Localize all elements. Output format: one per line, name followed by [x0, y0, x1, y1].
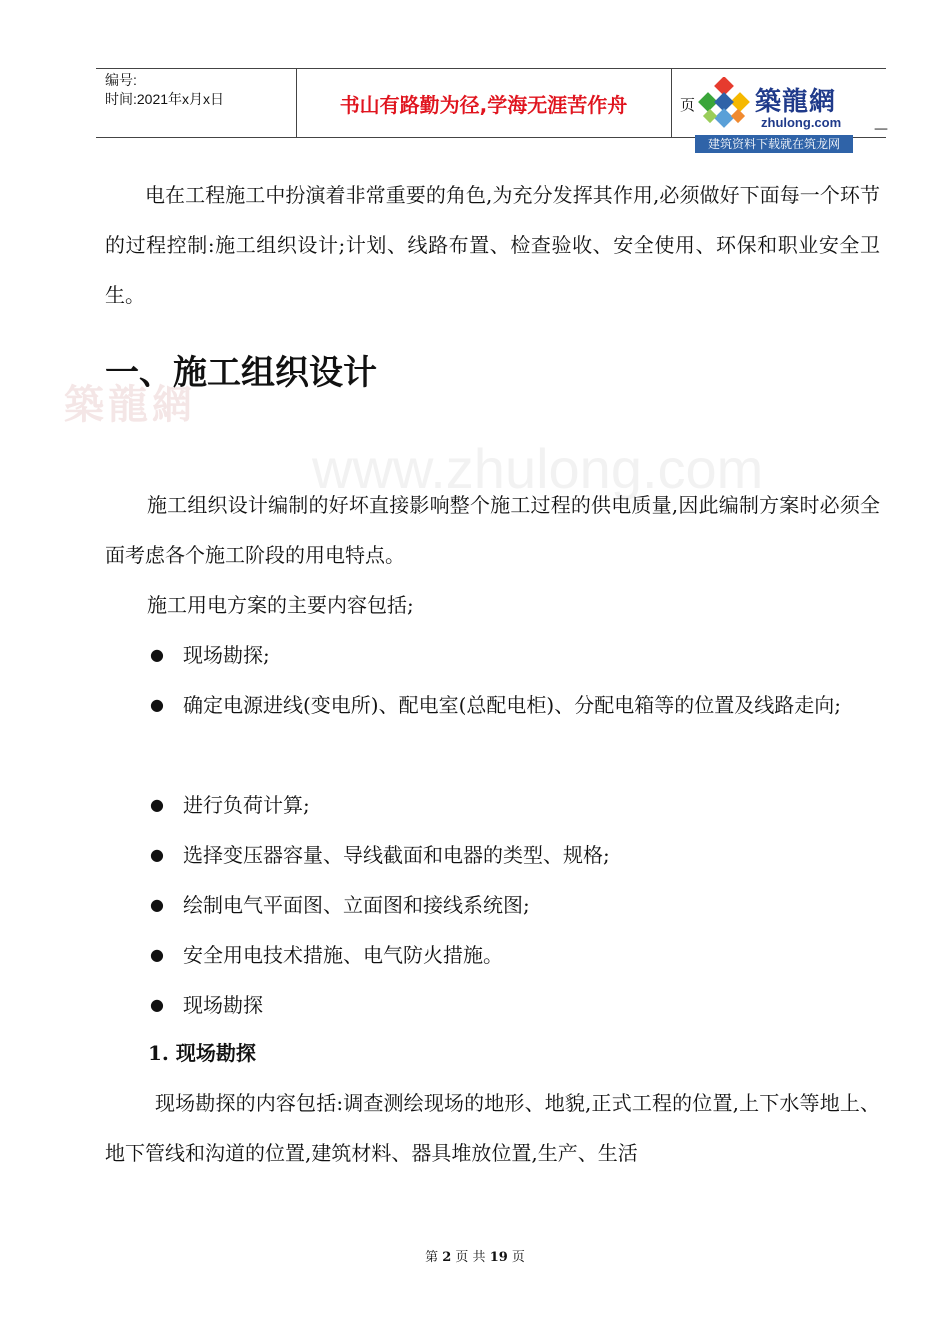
- list-item: ● 安全用电技术措施、电气防火措施。: [150, 930, 880, 980]
- header-dash: —: [874, 121, 888, 137]
- logo-slogan: 建筑资料下载就在筑龙网: [695, 135, 853, 153]
- list-item: ● 现场勘探;: [150, 630, 880, 680]
- subsection-paragraph: 现场勘探的内容包括:调查测绘现场的地形、地貌,正式工程的位置,上下水等地上、地下管线和沟道的位置,建筑材料、器具堆放位置,生产、生活: [105, 1091, 880, 1165]
- logo-brand: 築龍網: [755, 87, 837, 117]
- logo-domain: zhulong.com: [761, 115, 842, 130]
- list-item: ● 进行负荷计算;: [150, 780, 880, 830]
- list-item: ● 确定电源进线(变电所)、配电室(总配电柜)、分配电箱等的位置及线路走向;: [150, 680, 880, 730]
- number-label: 编号:: [105, 72, 137, 88]
- logo-mosaic-icon: [695, 77, 753, 135]
- watermark-url: www.zhulong.com: [312, 437, 764, 500]
- footer-total-pages: 19: [489, 1250, 508, 1265]
- page-header: [96, 68, 888, 151]
- section-paragraph-1: 施工组织设计编制的好坏直接影响整个施工过程的供电质量,因此编制方案时必须全面考虑各个施工阶段的用电特点。: [105, 493, 880, 567]
- header-motto: 书山有路勤为径,学海无涯苦作舟: [296, 69, 672, 137]
- header-info-cell: [96, 69, 297, 137]
- footer-page-number: 2: [442, 1250, 452, 1265]
- zhulong-logo: [695, 75, 853, 153]
- footer-suffix: 页: [511, 1250, 525, 1265]
- page-label: 页: [680, 96, 696, 114]
- page-footer: [0, 1246, 950, 1265]
- footer-prefix: 第: [425, 1250, 439, 1265]
- time-label: 时间:2021年x月x日: [105, 91, 225, 107]
- intro-paragraph: 电在工程施工中扮演着非常重要的角色,为充分发挥其作用,必须做好下面每一个环节的过程控制:施工组织设计;计划、线路布置、检查验收、安全使用、环保和职业安全卫生。: [105, 183, 880, 307]
- list-item: ● 绘制电气平面图、立面图和接线系统图;: [150, 880, 880, 930]
- list-item: ● 现场勘探: [150, 980, 880, 1030]
- footer-mid: 页 共: [455, 1250, 486, 1265]
- watermark-cn: 築龍網: [64, 381, 196, 428]
- subsection-heading: 1. 现场勘探: [148, 1041, 256, 1065]
- header-page-cell: [672, 69, 888, 151]
- list-item: ● 选择变压器容量、导线截面和电器的类型、规格;: [150, 830, 880, 880]
- section-heading: 一、施工组织设计: [105, 353, 377, 393]
- section-paragraph-2: 施工用电方案的主要内容包括;: [147, 593, 414, 617]
